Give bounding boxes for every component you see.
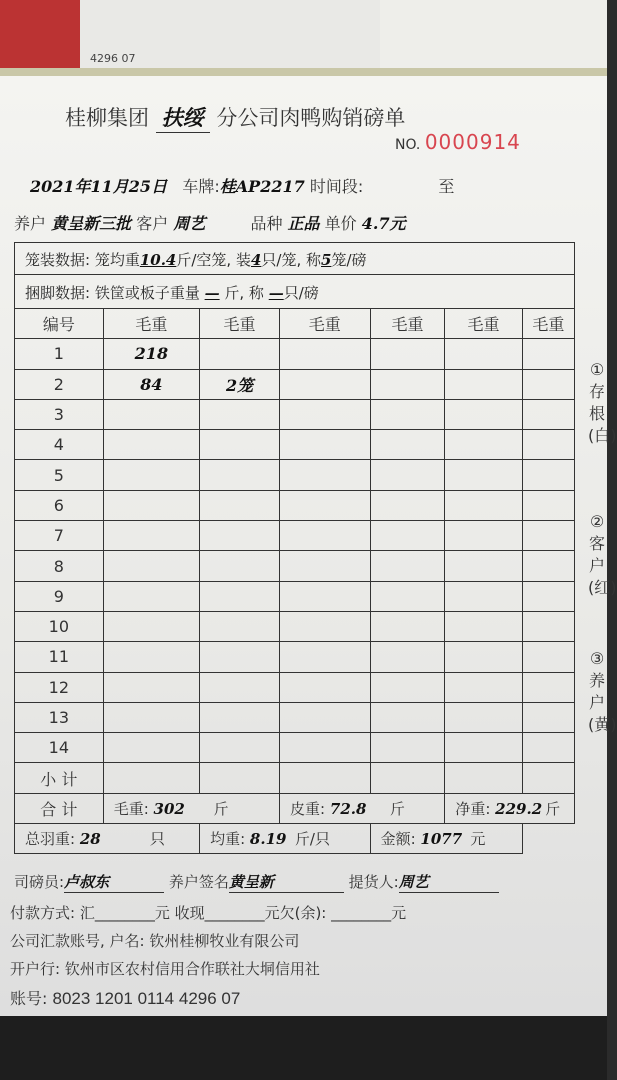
amount-unit: 元 — [470, 830, 486, 849]
avg-weight-value: 8.19 — [249, 830, 287, 849]
table-row — [15, 702, 575, 732]
gross-total-value: 302 — [153, 799, 185, 818]
gross-cell — [445, 339, 522, 369]
table-row — [15, 551, 575, 581]
farmer: 黄呈新三批 — [51, 214, 132, 233]
gross-cell — [445, 642, 522, 672]
tare-total — [280, 793, 445, 823]
gross-cell — [200, 551, 280, 581]
gross-cell — [280, 702, 371, 732]
column-header: 毛重 — [200, 309, 280, 339]
gross-cell — [370, 430, 445, 460]
gross-cell — [370, 702, 445, 732]
row-number: 13 — [15, 702, 104, 732]
row-number: 14 — [15, 733, 104, 763]
gross-cell — [445, 611, 522, 641]
gross-cell — [370, 521, 445, 551]
gross-total — [103, 793, 279, 823]
gross-cell — [200, 399, 280, 429]
gross-cell — [103, 460, 199, 490]
cage-weight: 10.4 — [139, 251, 177, 269]
row-number: 1 — [15, 339, 104, 369]
gross-cell — [200, 490, 280, 520]
avg-weight-label: 均重: — [210, 830, 246, 849]
column-header: 编号 — [15, 309, 104, 339]
serial-number — [395, 130, 521, 154]
farmer-sign-label: 养户签名 — [168, 873, 229, 891]
avg-weight — [200, 824, 371, 854]
column-header: 毛重 — [522, 309, 574, 339]
no-value: 0000914 — [424, 130, 521, 154]
gross-cell — [200, 702, 280, 732]
tie-weight: — — [204, 284, 220, 302]
gross-cell — [522, 399, 574, 429]
tare-total-label: 皮重: — [290, 799, 326, 818]
gross-cell — [280, 551, 371, 581]
gross-cell — [370, 581, 445, 611]
packing-box — [14, 242, 575, 308]
gross-cell — [280, 521, 371, 551]
column-header: 毛重 — [103, 309, 199, 339]
gross-cell — [445, 490, 522, 520]
gross-cell — [522, 733, 574, 763]
variety: 正品 — [287, 214, 320, 233]
tie-label: 捆脚数据: 铁筐或板子重量 — [25, 284, 200, 302]
row-number: 9 — [15, 581, 104, 611]
gross-cell — [370, 672, 445, 702]
tie-unit: 斤, 称 — [224, 284, 264, 302]
gross-cell — [280, 490, 371, 520]
gross-cell — [370, 339, 445, 369]
gross-cell — [200, 611, 280, 641]
row-number: 2 — [15, 369, 104, 399]
farmer-line — [14, 211, 406, 234]
gross-cell — [370, 733, 445, 763]
weigher-signature: 卢叔东 — [64, 871, 164, 893]
table-row — [15, 581, 575, 611]
cage-label: 笼装数据: 笼均重 — [25, 251, 140, 269]
per-cage-unit: 只/笼, 称 — [261, 251, 321, 269]
column-header: 毛重 — [280, 309, 371, 339]
gross-cell — [370, 369, 445, 399]
gross-cell — [200, 642, 280, 672]
variety-label: 品种 — [250, 214, 283, 233]
tare-total-unit: 斤 — [389, 799, 405, 818]
weigh-slip — [0, 68, 617, 1016]
picker-label: 提货人: — [348, 873, 399, 891]
gross-cell — [445, 733, 522, 763]
net-total-unit: 斤 — [545, 799, 561, 818]
gross-total-label: 毛重: — [113, 799, 149, 818]
gross-total-unit: 斤 — [213, 799, 229, 818]
count-label: 总羽重: — [25, 830, 76, 849]
gross-cell — [445, 430, 522, 460]
count-total — [15, 824, 200, 854]
gross-cell — [200, 672, 280, 702]
copy-label-customer: ②客户(红) — [588, 512, 617, 597]
table-row — [15, 642, 575, 672]
customer-label: 客户 — [136, 214, 169, 233]
account-label: 账号: — [10, 989, 48, 1008]
form-title — [65, 102, 405, 133]
gross-cell — [445, 521, 522, 551]
subtotal-cell — [200, 763, 280, 793]
table-row — [15, 521, 575, 551]
count-unit: 只 — [149, 830, 165, 849]
gross-cell — [445, 672, 522, 702]
payment-line: 付款方式: 汇________元 收现________元欠(余): ________元 — [10, 904, 407, 922]
gross-cell — [522, 702, 574, 732]
bank-name: 开户行: 钦州市区农村信用合作联社大垌信用社 — [10, 960, 320, 978]
gross-cell — [370, 642, 445, 672]
row-number: 5 — [15, 460, 104, 490]
avg-weight-unit: 斤/只 — [294, 830, 330, 849]
gross-cell — [370, 551, 445, 581]
plate: 桂AP2217 — [219, 177, 305, 196]
farmer-signature: 黄呈新 — [229, 871, 344, 893]
row-number: 6 — [15, 490, 104, 520]
subtotal-cell — [370, 763, 445, 793]
amount-label: 金额: — [380, 830, 416, 849]
subtotal-label: 小 计 — [15, 763, 104, 793]
subtotal-row — [15, 763, 575, 793]
subtotal-cell — [445, 763, 522, 793]
tie-count: — — [268, 284, 284, 302]
title-prefix: 桂柳集团 — [65, 106, 149, 130]
time-to: 至 — [438, 177, 455, 196]
gross-cell — [280, 369, 371, 399]
net-total-value: 229.2 — [495, 799, 543, 818]
weigher-label: 司磅员: — [14, 873, 65, 891]
gross-cell — [200, 339, 280, 369]
gross-cell — [103, 430, 199, 460]
gross-cell — [280, 581, 371, 611]
gross-cell — [522, 551, 574, 581]
gross-cell — [103, 399, 199, 429]
gross-cell — [445, 460, 522, 490]
customer: 周艺 — [173, 214, 206, 233]
table-row — [15, 490, 575, 520]
gross-cell — [370, 399, 445, 429]
account-name: 公司汇款账号, 户名: 钦州桂柳牧业有限公司 — [10, 932, 300, 950]
gross-cell — [280, 642, 371, 672]
gross-cell — [522, 490, 574, 520]
gross-cell — [445, 581, 522, 611]
gross-cell — [522, 521, 574, 551]
gross-cell — [445, 399, 522, 429]
count-value: 28 — [79, 830, 101, 849]
gross-cell — [200, 430, 280, 460]
gross-cell — [445, 551, 522, 581]
row-number: 10 — [15, 611, 104, 641]
tare-total-value: 72.8 — [329, 799, 367, 818]
subtotal-cell — [522, 763, 574, 793]
signature-line — [14, 871, 499, 893]
weight-table — [14, 308, 575, 854]
tie-data — [15, 275, 574, 309]
gross-cell — [200, 521, 280, 551]
gross-cell — [103, 642, 199, 672]
table-row — [15, 369, 575, 399]
picker-signature: 周艺 — [399, 871, 499, 893]
header-row — [15, 309, 575, 339]
title-suffix: 分公司肉鸭购销磅单 — [216, 106, 406, 130]
gross-cell — [200, 733, 280, 763]
gross-cell — [522, 611, 574, 641]
gross-cell — [445, 702, 522, 732]
gross-cell — [280, 339, 371, 369]
cage-unit: 斤/空笼, 装 — [176, 251, 251, 269]
total-row — [15, 793, 575, 823]
account-line — [10, 986, 240, 1009]
row-number: 11 — [15, 642, 104, 672]
price-label: 单价 — [324, 214, 357, 233]
plate-label: 车牌: — [182, 177, 220, 196]
gross-cell: 2笼 — [200, 369, 280, 399]
gross-cell — [280, 460, 371, 490]
gross-cell — [200, 581, 280, 611]
gross-cell — [370, 460, 445, 490]
net-total-label: 净重: — [455, 799, 491, 818]
gross-cell — [280, 399, 371, 429]
table-row — [15, 611, 575, 641]
subtotal-cell — [103, 763, 199, 793]
gross-cell — [522, 642, 574, 672]
table-row — [15, 399, 575, 429]
table-row — [15, 460, 575, 490]
gross-cell — [522, 339, 574, 369]
gross-cell: 84 — [103, 369, 199, 399]
gross-cell: 218 — [103, 339, 199, 369]
gross-cell — [522, 369, 574, 399]
no-label: NO. — [395, 137, 421, 153]
per-cage: 4 — [250, 251, 262, 269]
gross-cell — [522, 430, 574, 460]
farmer-label: 养户 — [14, 214, 47, 233]
gross-cell — [522, 581, 574, 611]
gross-cell — [103, 702, 199, 732]
amount — [370, 824, 522, 854]
cages-unit: 笼/磅 — [331, 251, 367, 269]
column-header: 毛重 — [445, 309, 522, 339]
row-number: 4 — [15, 430, 104, 460]
background-floor — [0, 1016, 607, 1080]
price: 4.7元 — [361, 214, 406, 233]
row-number: 3 — [15, 399, 104, 429]
subtotal-cell — [280, 763, 371, 793]
net-total — [445, 793, 575, 823]
gross-cell — [280, 611, 371, 641]
table-row — [15, 733, 575, 763]
cage-data — [15, 243, 574, 275]
gross-cell — [445, 369, 522, 399]
gross-cell — [370, 490, 445, 520]
gross-cell — [103, 672, 199, 702]
table-row — [15, 672, 575, 702]
row-number: 12 — [15, 672, 104, 702]
date-line — [30, 174, 454, 197]
gross-cell — [103, 490, 199, 520]
row-number: 7 — [15, 521, 104, 551]
gross-cell — [280, 430, 371, 460]
table-row — [15, 430, 575, 460]
gross-cell — [103, 733, 199, 763]
gross-cell — [370, 611, 445, 641]
gross-cell — [280, 672, 371, 702]
cages: 5 — [321, 251, 332, 269]
amount-value: 1077 — [420, 830, 463, 849]
gross-cell — [522, 460, 574, 490]
gross-cell — [200, 460, 280, 490]
gross-cell — [103, 521, 199, 551]
table-row — [15, 339, 575, 369]
column-header: 毛重 — [370, 309, 445, 339]
tie-count-unit: 只/磅 — [283, 284, 319, 302]
row-number: 8 — [15, 551, 104, 581]
gross-cell — [103, 611, 199, 641]
gross-cell — [522, 672, 574, 702]
summary-row — [15, 824, 575, 854]
time-label: 时间段: — [309, 177, 364, 196]
branch-name: 扶绥 — [156, 102, 210, 133]
copy-label-stub: ①存根(白) — [588, 360, 617, 445]
copy-label-farmer: ③养户(黄) — [588, 649, 617, 734]
background-text: 4296 07 — [90, 52, 136, 65]
account-number: 8023 1201 0114 4296 07 — [52, 989, 241, 1008]
gross-cell — [103, 581, 199, 611]
total-label: 合 计 — [15, 793, 104, 823]
gross-cell — [103, 551, 199, 581]
gross-cell — [280, 733, 371, 763]
date: 2021年11月25日 — [30, 177, 168, 196]
